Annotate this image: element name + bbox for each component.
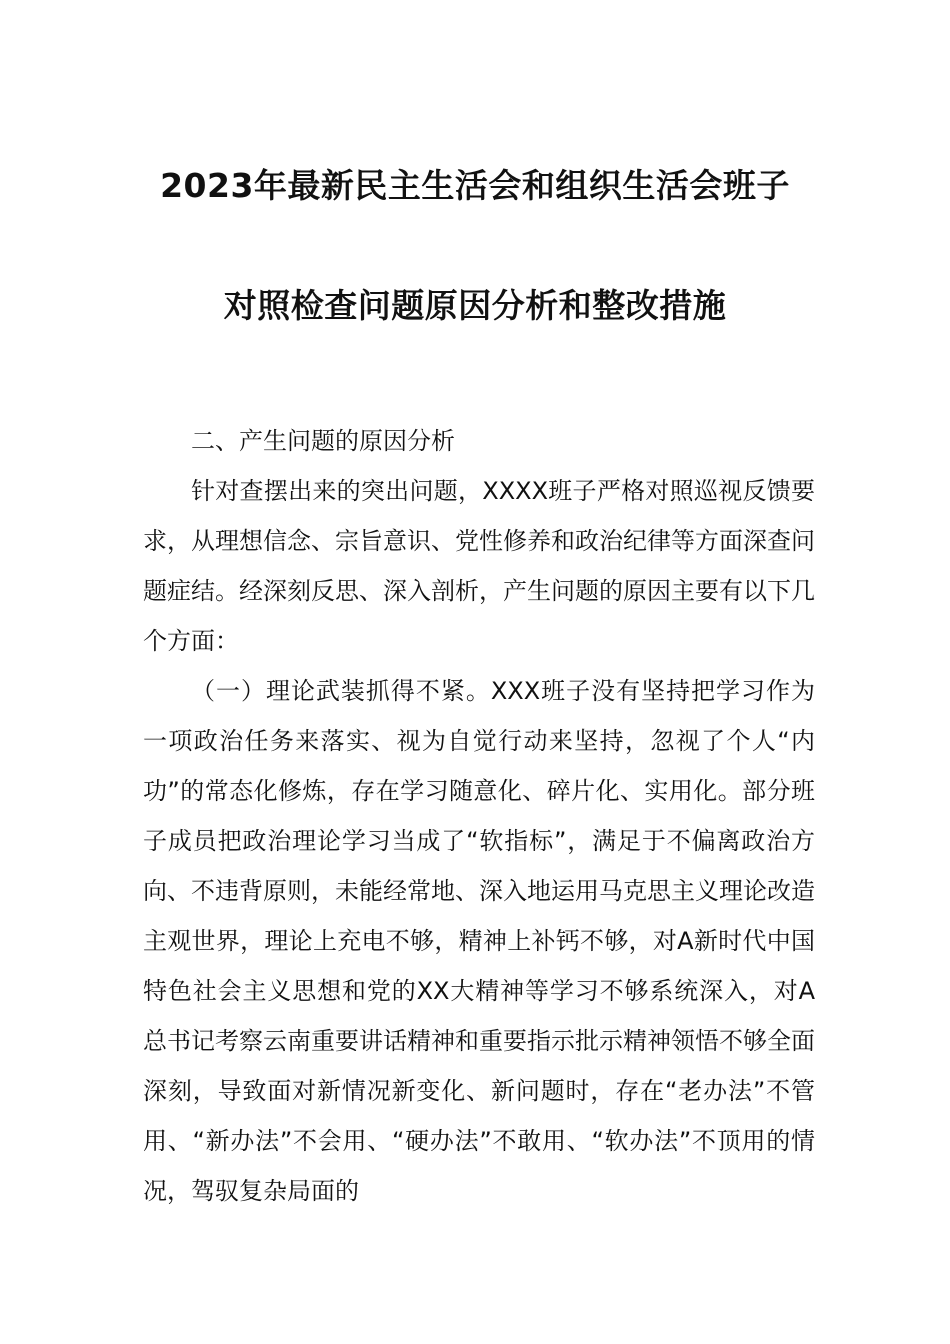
paragraph-intro: 针对查摆出来的突出问题，XXXX班子严格对照巡视反馈要求，从理想信念、宗旨意识、党性修养和政治纪律等方面深查问题症结。经深刻反思、深入剖析，产生问题的原因主要有以下几个方面： [143, 477, 815, 655]
document-body [143, 416, 815, 1216]
paragraph-theory: （一）理论武装抓得不紧。XXX班子没有坚持把学习作为一项政治任务来落实、视为自觉行动来坚持，忽视了个人“内功”的常态化修炼，存在学习随意化、碎片化、实用化。部分班子成员把政治理论学习当成了“软指标”，满足于不偏离政治方向、不违背原则，未能经常地、深入地运用马克思主义理论改造主观世界，理论上充电不够，精神上补钙不够，对A新时代中国特色社会主义思想和党的XX大精神等学习不够系统深入，对A总书记考察云南重要讲话精神和重要指示批示精神领悟不够全面深刻，导致面对新情况新变化、新问题时，存在“老办法”不管用、“新办法”不会用、“硬办法”不敢用、“软办法”不顶用的情况，驾驭复杂局面的 [143, 677, 815, 1205]
document-title-line-1: 2023年最新民主生活会和组织生活会班子 [160, 166, 790, 205]
document-title-line-2: 对照检查问题原因分析和整改措施 [223, 286, 727, 325]
section-heading: 二、产生问题的原因分析 [191, 427, 455, 455]
